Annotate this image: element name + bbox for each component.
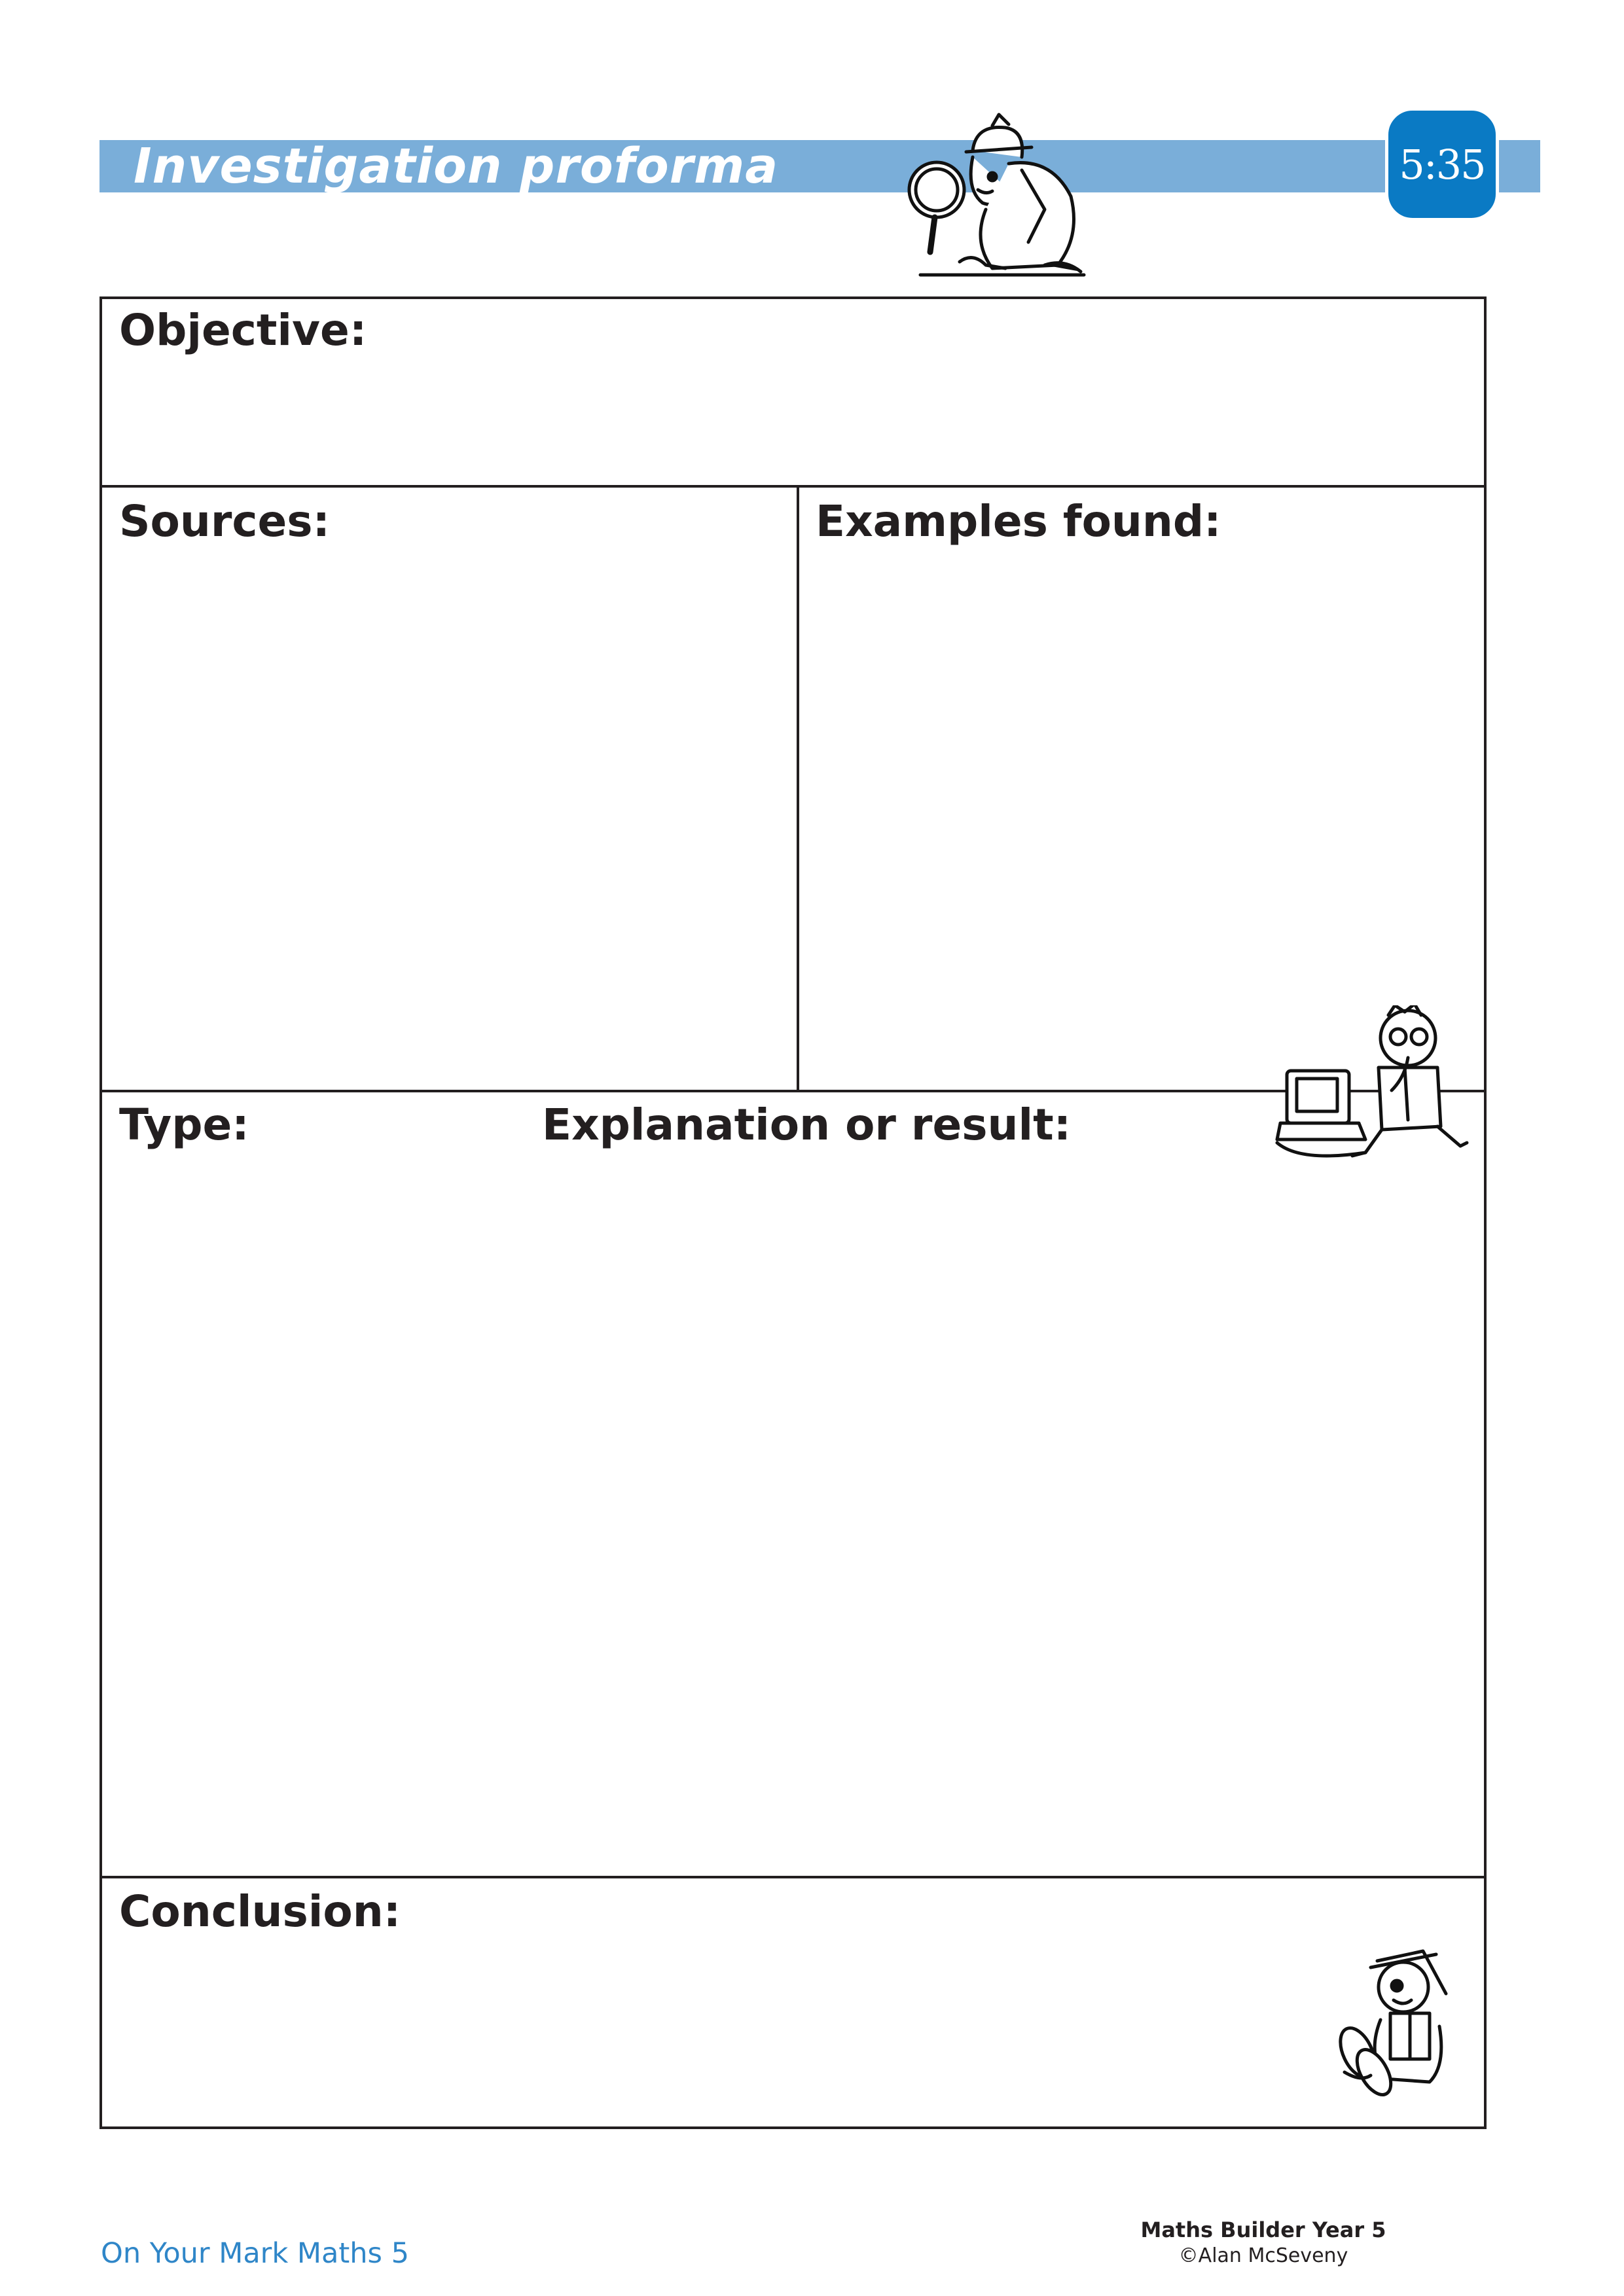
computer-kid-cartoon-icon xyxy=(1274,1005,1470,1169)
divider-conclusion xyxy=(102,1876,1484,1878)
examples-found-label: Examples found: xyxy=(816,496,1221,547)
footer-copyright: ©Alan McSeveny xyxy=(1178,2244,1348,2267)
footer-credit xyxy=(1139,2216,1388,2269)
explanation-label: Explanation or result: xyxy=(542,1100,1072,1150)
objective-label: Objective: xyxy=(119,305,367,355)
detective-cartoon-icon xyxy=(894,111,1091,288)
footer-book-title: Maths Builder Year 5 xyxy=(1140,2217,1386,2242)
conclusion-label: Conclusion: xyxy=(119,1886,401,1937)
page-number-badge: 5:35 xyxy=(1385,107,1499,221)
type-label: Type: xyxy=(119,1100,249,1150)
page-title: Investigation proforma xyxy=(134,138,779,194)
sources-label: Sources: xyxy=(119,496,330,547)
divider-sources-examples xyxy=(797,485,799,1091)
divider-objective xyxy=(102,485,1484,488)
footer-series: On Your Mark Maths 5 xyxy=(101,2237,409,2270)
reading-kid-cartoon-icon xyxy=(1331,1948,1462,2105)
investigation-form xyxy=(99,296,1487,2129)
